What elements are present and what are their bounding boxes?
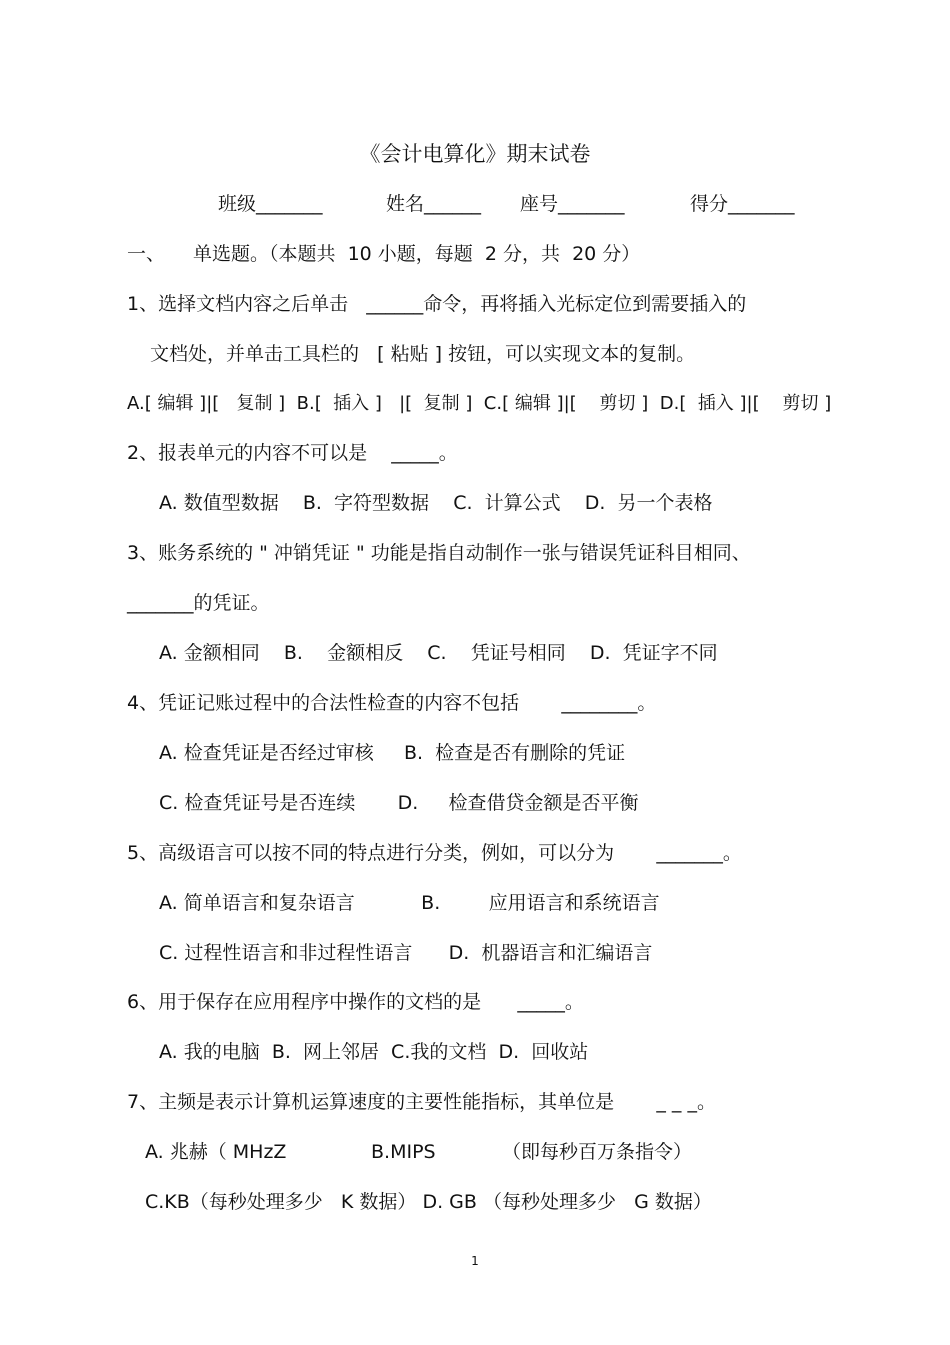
- seat-field: 座号_______: [520, 193, 625, 215]
- question-stem-line: 5、高级语言可以按不同的特点进行分类，例如，可以分为 _______。: [127, 842, 742, 864]
- question-stem-line: _______的凭证。: [127, 592, 270, 614]
- question-options: C.KB（每秒处理多少 K 数据） D. GB （每秒处理多少 G 数据）: [145, 1191, 712, 1213]
- question-options: A. 兆赫（ MHzZ B.MIPS （即每秒百万条指令）: [145, 1141, 693, 1163]
- question-stem-line: 3、账务系统的 " 冲销凭证 " 功能是指自动制作一张与错误凭证科目相同、: [127, 542, 751, 564]
- question-options: C. 过程性语言和非过程性语言 D. 机器语言和汇编语言: [159, 942, 653, 964]
- question-stem-line: 7、主频是表示计算机运算速度的主要性能指标，其单位是 _ _ _。: [127, 1091, 716, 1113]
- question-options: A. 金额相同 B. 金额相反 C. 凭证号相同 D. 凭证字不同: [159, 642, 718, 664]
- name-field: 姓名______: [386, 193, 482, 215]
- question-options: A.[ 编辑 ]|[ 复制 ] B.[ 插入 ] |[ 复制 ] C.[ 编辑 ]|[ 剪切 ] D.[ 插入 ]|[ 剪切 ]: [127, 393, 832, 414]
- section-title: 单选题。（本题共 10 小题，每题 2 分，共 20 分）: [193, 243, 641, 265]
- question-options: A. 检查凭证是否经过审核 B. 检查是否有删除的凭证: [159, 742, 626, 764]
- question-options: A. 简单语言和复杂语言 B. 应用语言和系统语言: [159, 892, 660, 914]
- score-field: 得分_______: [690, 193, 795, 215]
- section-number: 一、: [127, 243, 166, 265]
- question-options: A. 我的电脑 B. 网上邻居 C.我的文档 D. 回收站: [159, 1041, 589, 1063]
- question-options: A. 数值型数据 B. 字符型数据 C. 计算公式 D. 另一个表格: [159, 492, 713, 514]
- page-title: 《会计电算化》期末试卷: [359, 142, 591, 166]
- question-stem-line: 1、选择文档内容之后单击 ______命令，再将插入光标定位到需要插入的: [127, 293, 747, 315]
- class-field: 班级_______: [218, 193, 323, 215]
- question-stem-line: 6、用于保存在应用程序中操作的文档的是 _____。: [127, 991, 584, 1013]
- question-options: C. 检查凭证号是否连续 D. 检查借贷金额是否平衡: [159, 792, 639, 814]
- question-stem-line: 文档处，并单击工具栏的 [ 粘贴 ] 按钮，可以实现文本的复制。: [150, 343, 696, 365]
- page-number: 1: [471, 1254, 479, 1268]
- question-stem-line: 4、凭证记账过程中的合法性检查的内容不包括 ________。: [127, 692, 657, 714]
- question-stem-line: 2、报表单元的内容不可以是 _____。: [127, 442, 458, 464]
